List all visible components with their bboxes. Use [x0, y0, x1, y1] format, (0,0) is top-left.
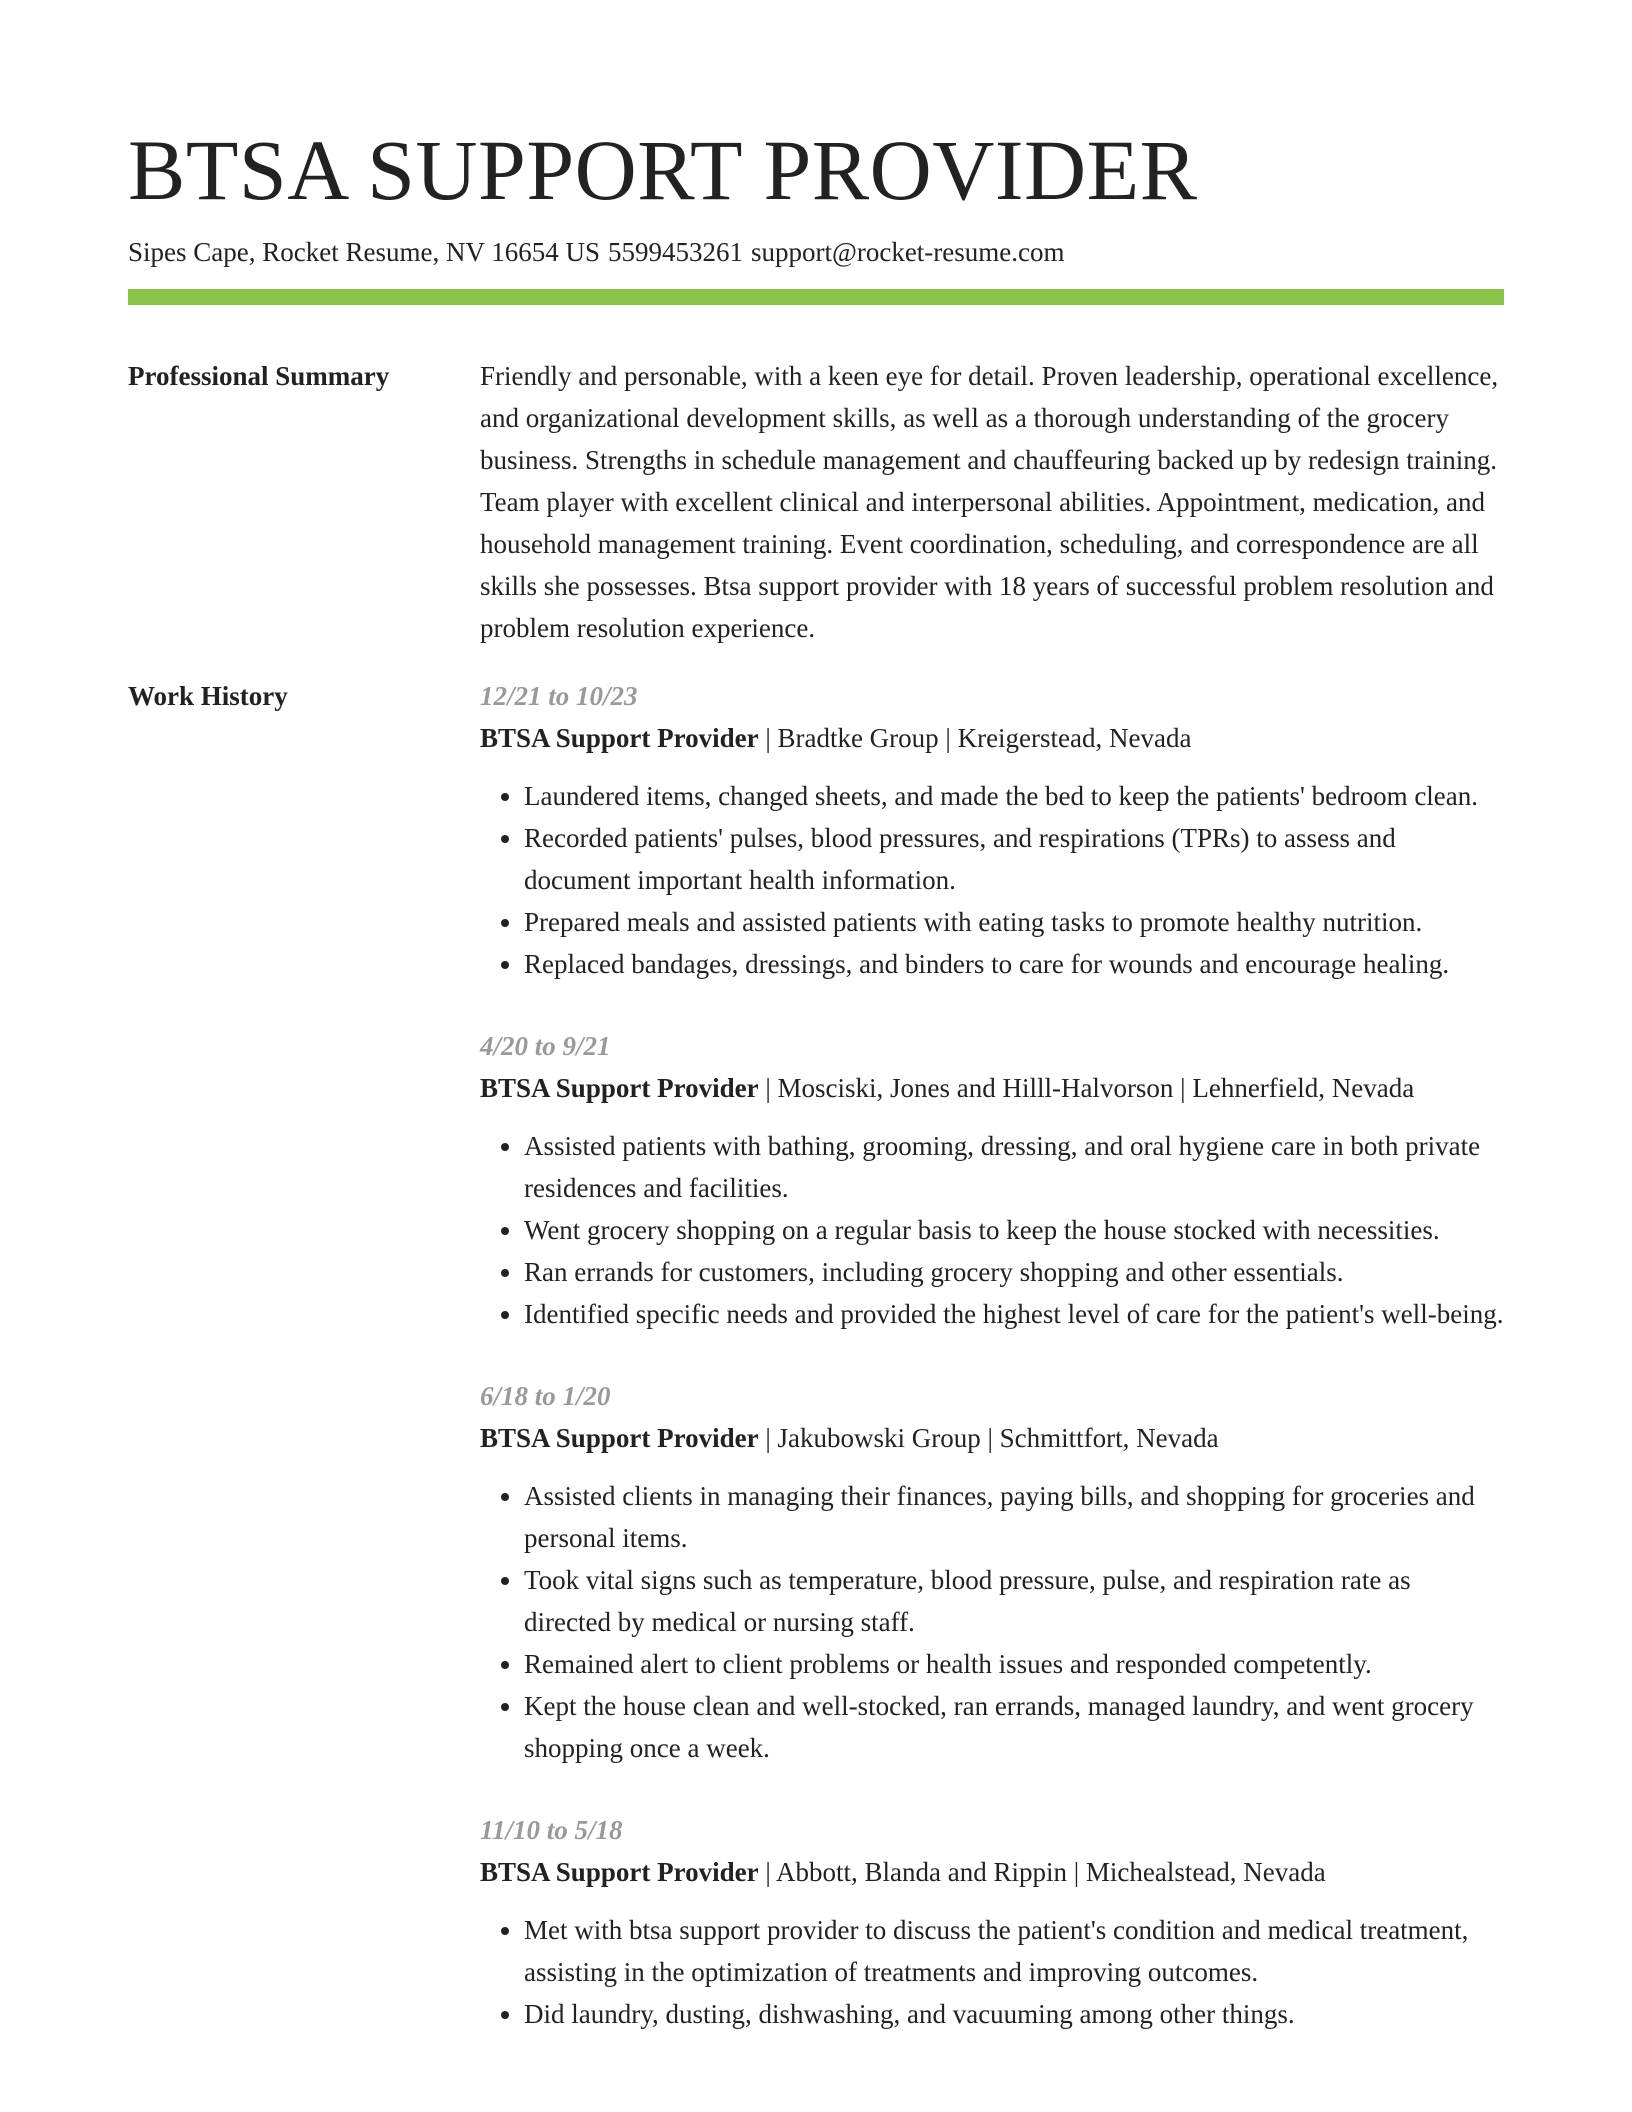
list-item: • Kept the house clean and well-stocked, ran errands, managed laundry, and went grocery shopping once a week. [524, 1685, 1504, 1769]
job-bullets [480, 1125, 1504, 1335]
job-employer-location: | Bradtke Group | Kreigerstead, Nevada [758, 723, 1192, 753]
job-list [480, 675, 1504, 2075]
job-entry [480, 1025, 1504, 1335]
list-item: • Did laundry, dusting, dishwashing, and vacuuming among other things. [524, 1993, 1504, 2035]
job-title-line [480, 1417, 1504, 1459]
job-dates: 6/18 to 1/20 [480, 1381, 611, 1411]
section-heading: Professional Summary [128, 361, 390, 391]
job-title-line [480, 1851, 1504, 1893]
job-entry [480, 1375, 1504, 1769]
contact-line [128, 234, 1504, 270]
contact-phone: 5599453261 [607, 237, 743, 267]
professional-summary-section [128, 355, 1504, 649]
job-title: BTSA Support Provider [480, 1423, 759, 1453]
job-bullets [480, 1909, 1504, 2035]
job-employer-location: | Jakubowski Group | Schmittfort, Nevada [758, 1423, 1219, 1453]
list-item: • Ran errands for customers, including grocery shopping and other essentials. [524, 1251, 1504, 1293]
section-body [480, 355, 1504, 649]
list-item: • Laundered items, changed sheets, and made the bed to keep the patients' bedroom clean. [524, 775, 1504, 817]
list-item: • Recorded patients' pulses, blood pressures, and respirations (TPRs) to assess and document important health information. [524, 817, 1504, 901]
candidate-name: BTSA SUPPORT PROVIDER [128, 122, 1198, 218]
job-dates: 12/21 to 10/23 [480, 681, 638, 711]
job-dates: 4/20 to 9/21 [480, 1031, 611, 1061]
job-employer-location: | Abbott, Blanda and Rippin | Michealstead, Nevada [758, 1857, 1326, 1887]
job-entry [480, 675, 1504, 985]
list-item: • Went grocery shopping on a regular basis to keep the house stocked with necessities. [524, 1209, 1504, 1251]
job-bullets [480, 1475, 1504, 1769]
list-item: • Met with btsa support provider to discuss the patient's condition and medical treatment, assisting in the optimization of treatments and improving outcomes. [524, 1909, 1504, 1993]
list-item: • Assisted clients in managing their finances, paying bills, and shopping for groceries and personal items. [524, 1475, 1504, 1559]
list-item: • Replaced bandages, dressings, and binders to care for wounds and encourage healing. [524, 943, 1504, 985]
summary-text: Friendly and personable, with a keen eye for detail. Proven leadership, operational excellence, and organizational development skills, as well as a thorough understanding of the grocery business. Strengths in schedule management and chauffeuring backed up by redesign training. Team player with excellent clinical and interpersonal abilities. Appointment, medication, and household management training. Event coordination, scheduling, and correspondence are all skills she possesses. Btsa support provider with 18 years of successful problem resolution and problem resolution experience. [480, 361, 1499, 643]
work-history-section [128, 675, 1504, 2075]
job-bullets [480, 775, 1504, 985]
list-item: • Remained alert to client problems or health issues and responded competently. [524, 1643, 1504, 1685]
header-divider [128, 289, 1504, 305]
job-title: BTSA Support Provider [480, 1857, 759, 1887]
job-title-line [480, 717, 1504, 759]
contact-email: support@rocket-resume.com [750, 237, 1065, 267]
job-title: BTSA Support Provider [480, 1073, 759, 1103]
contact-address: Sipes Cape, Rocket Resume, NV 16654 US [128, 237, 600, 267]
job-employer-location: | Mosciski, Jones and Hilll-Halvorson | Lehnerfield, Nevada [758, 1073, 1415, 1103]
job-title: BTSA Support Provider [480, 723, 759, 753]
section-heading: Work History [128, 681, 288, 711]
list-item: • Identified specific needs and provided the highest level of care for the patient's well-being. [524, 1293, 1504, 1335]
list-item: • Assisted patients with bathing, grooming, dressing, and oral hygiene care in both private residences and facilities. [524, 1125, 1504, 1209]
job-dates: 11/10 to 5/18 [480, 1815, 623, 1845]
list-item: • Prepared meals and assisted patients with eating tasks to promote healthy nutrition. [524, 901, 1504, 943]
job-title-line [480, 1067, 1504, 1109]
job-entry [480, 1809, 1504, 2035]
list-item: • Took vital signs such as temperature, blood pressure, pulse, and respiration rate as directed by medical or nursing staff. [524, 1559, 1504, 1643]
resume-page [128, 0, 1504, 2075]
